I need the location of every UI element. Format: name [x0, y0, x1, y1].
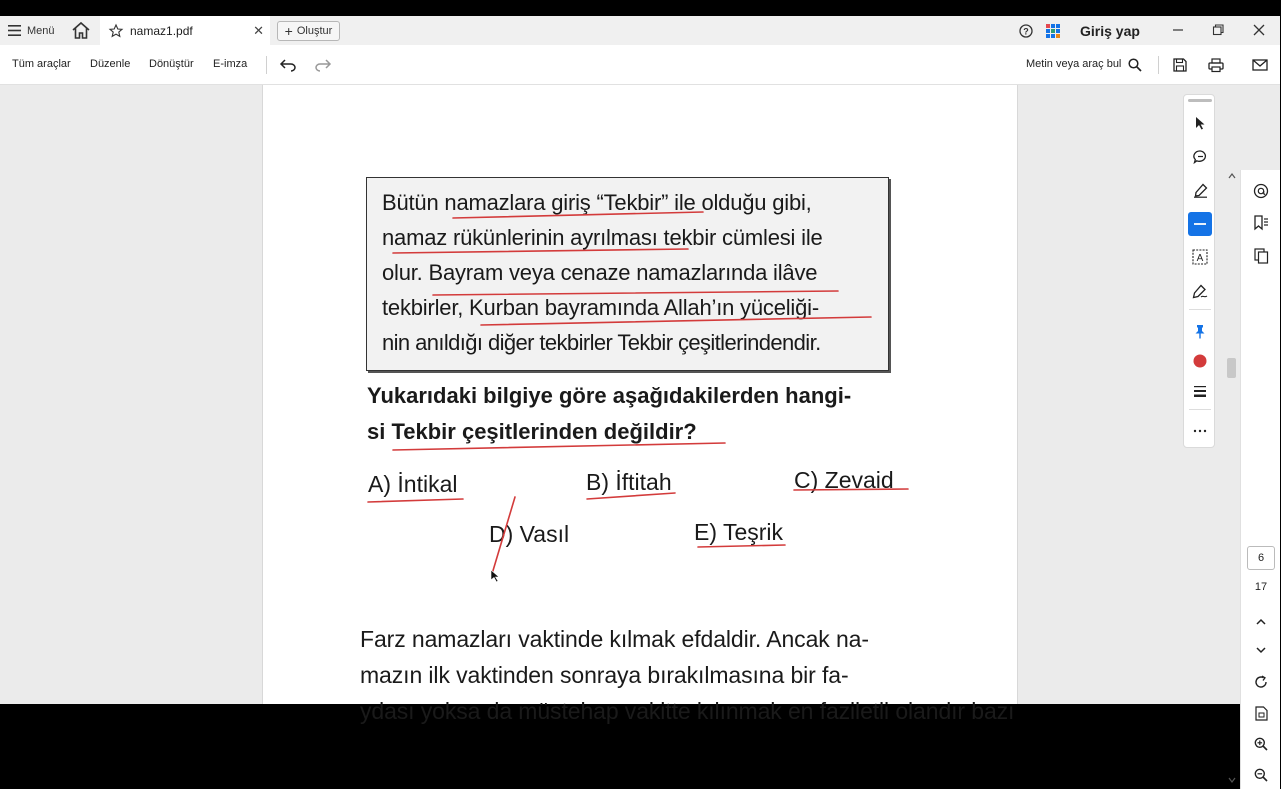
line-weight-icon[interactable] [1188, 379, 1212, 403]
help-icon[interactable] [1019, 24, 1033, 43]
toolbar-divider [1158, 56, 1159, 74]
tool-all-tools[interactable]: Tüm araçlar [12, 58, 71, 70]
select-cursor-icon[interactable] [1188, 111, 1212, 135]
copy-pages-icon[interactable] [1252, 247, 1270, 265]
search-icon[interactable] [1126, 56, 1144, 74]
tool-edit[interactable]: Düzenle [90, 58, 131, 70]
hamburger-icon [8, 25, 21, 36]
redo-icon[interactable] [314, 56, 332, 74]
total-pages: 17 [1254, 581, 1268, 593]
menu-button[interactable] [8, 16, 55, 45]
pdf-page[interactable] [262, 85, 1018, 724]
scroll-up-icon[interactable] [1228, 173, 1236, 179]
right-side-panel [1240, 170, 1280, 789]
svg-text:?: ? [1023, 26, 1029, 37]
app-titlebar [0, 16, 1280, 45]
zoom-in-icon[interactable] [1252, 735, 1270, 753]
scroll-down-icon[interactable] [1228, 777, 1236, 783]
document-viewer[interactable] [0, 85, 1280, 724]
paragraph-line: mazın ilk vaktinden sonraya bırakılmasına bir fa- [360, 662, 849, 688]
undo-icon[interactable] [279, 56, 297, 74]
current-page-input[interactable]: 6 [1247, 546, 1275, 570]
document-tab[interactable] [100, 16, 270, 45]
toolbar-separator [1189, 309, 1211, 310]
previous-page-icon[interactable] [1252, 612, 1270, 630]
pin-icon[interactable] [1188, 319, 1212, 343]
toolbar-grip[interactable] [1188, 99, 1212, 102]
create-button[interactable] [277, 21, 340, 41]
info-text-line: namaz rükünlerinin ayrılması tekbir cümlesi ile [382, 225, 823, 250]
search-tools-label[interactable]: Metin veya araç bul [1026, 58, 1122, 70]
main-toolbar [0, 45, 1280, 85]
rotate-icon[interactable] [1252, 673, 1270, 691]
apps-grid-icon[interactable] [1046, 24, 1060, 43]
choice-e: E) Teşrik [694, 519, 784, 545]
zoom-out-icon[interactable] [1252, 766, 1270, 784]
fill-sign-icon[interactable] [1188, 279, 1212, 303]
choice-c: C) Zevaid [794, 467, 894, 493]
highlighter-icon[interactable] [1188, 178, 1212, 202]
info-box [366, 177, 889, 371]
home-icon[interactable] [72, 22, 92, 40]
info-text-line: Bütün namazlara giriş “Tekbir” ile olduğu gibi, [382, 190, 812, 215]
info-text-line: olur. Bayram veya cenaze namazlarında ilâve [382, 260, 818, 285]
plus-icon: + [284, 23, 293, 39]
tool-convert[interactable]: Dönüştür [149, 58, 194, 70]
svg-text:A: A [1196, 253, 1204, 264]
paragraph-line: Farz namazları vaktinde kılmak efdaldir. Ancak na- [360, 626, 869, 652]
question-line: Yukarıdaki bilgiye göre aşağıdakilerden hangi- [367, 383, 852, 408]
restore-icon[interactable] [1208, 20, 1228, 40]
underline-annotation [368, 499, 463, 502]
next-page-icon[interactable] [1252, 641, 1270, 659]
comment-icon[interactable] [1188, 145, 1212, 169]
toolbar-divider [266, 56, 267, 74]
scrollbar-thumb[interactable] [1227, 358, 1236, 378]
close-tab-icon[interactable]: ✕ [253, 23, 264, 38]
draw-line-icon[interactable] [1188, 212, 1212, 236]
annotation-toolbar [1183, 94, 1215, 448]
color-picker-icon[interactable] [1188, 349, 1212, 373]
text-box-icon[interactable] [1188, 245, 1212, 269]
print-icon[interactable] [1207, 56, 1225, 74]
save-icon[interactable] [1171, 56, 1189, 74]
choice-d: D) Vasıl [489, 521, 570, 547]
star-icon[interactable] [109, 24, 123, 38]
paragraph-line: ydası yoksa da müstehap vakitte kılınmak en faziletli olandır bazı [360, 698, 1015, 724]
toolbar-separator [1189, 409, 1211, 410]
page-fit-icon[interactable] [1252, 704, 1270, 722]
mouse-cursor-icon [491, 569, 500, 587]
minimize-icon[interactable] [1168, 20, 1188, 40]
choice-b: B) İftitah [586, 469, 672, 495]
more-options-icon[interactable] [1188, 419, 1212, 443]
tool-esign[interactable]: E-imza [213, 58, 248, 70]
question-line: si Tekbir çeşitlerinden değildir? [367, 419, 697, 444]
vertical-scrollbar[interactable] [1224, 170, 1240, 789]
ai-assistant-icon[interactable] [1252, 182, 1270, 200]
email-icon[interactable] [1251, 56, 1269, 74]
close-window-icon[interactable] [1249, 20, 1269, 40]
menu-label: Menü [27, 24, 55, 37]
sign-in-button[interactable]: Giriş yap [1080, 23, 1140, 39]
tab-title: namaz1.pdf [130, 23, 193, 38]
info-text-line: tekbirler, Kurban bayramında Allah’ın yüceliği- [382, 295, 819, 320]
create-label: Oluştur [296, 25, 333, 37]
info-text-line: nin anıldığı diğer tekbirler Tekbir çeşitlerindendir. [382, 330, 821, 355]
bookmark-icon[interactable] [1252, 214, 1270, 232]
choice-a: A) İntikal [368, 471, 458, 497]
